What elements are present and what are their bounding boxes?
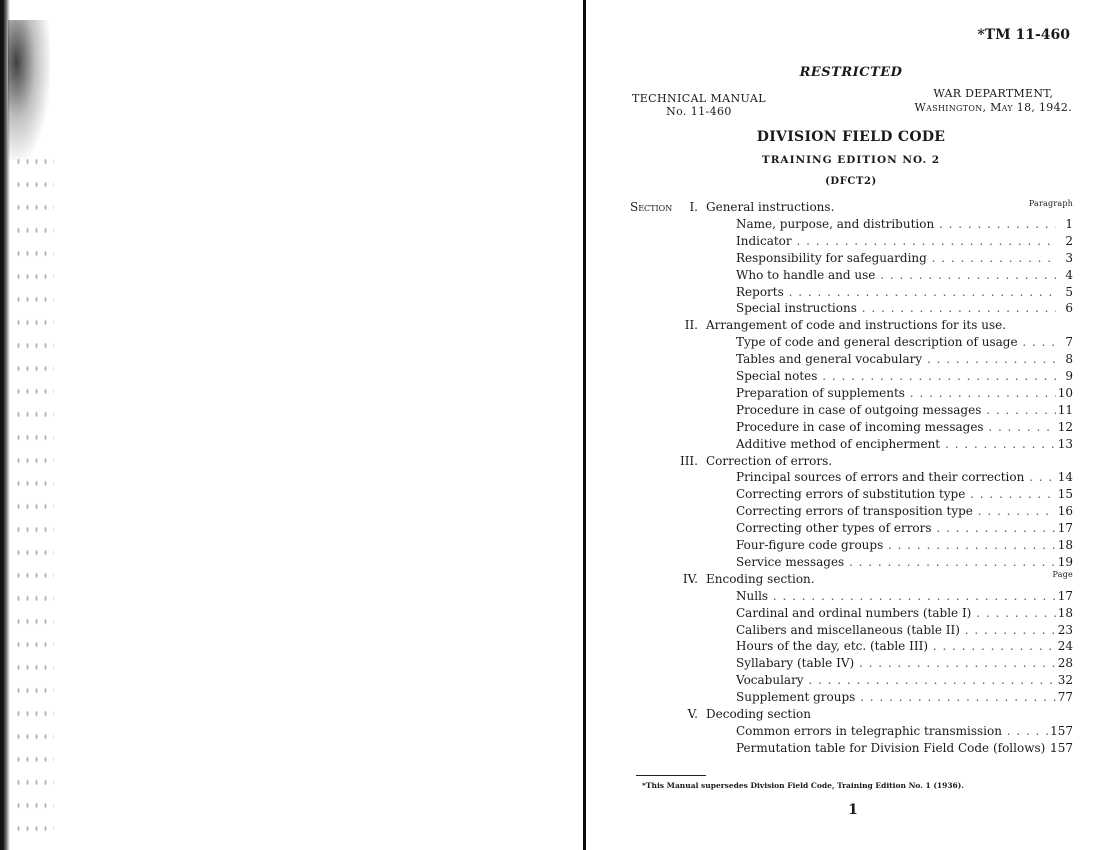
entry-number: 7 [1065, 335, 1073, 350]
tm-number: *TM 11-460 [977, 27, 1070, 43]
entry-title: Type of code and general description of usage . . . [736, 335, 1056, 349]
section-heading [586, 318, 1108, 335]
contents-entry [586, 741, 1108, 758]
place-date-line: Washington, May 18, 1942. [914, 101, 1072, 114]
entry-number: 13 [1057, 436, 1073, 451]
entry-title: Four-figure code groups . . . [736, 538, 1056, 552]
contents-entry [586, 606, 1108, 623]
manual-number-line: No. 11-460 [666, 105, 732, 118]
entry-number: 2 [1065, 233, 1073, 248]
entry-number: 23 [1057, 622, 1073, 637]
footnote: *This Manual supersedes Division Field Code, Training Edition No. 1 (1936). [642, 781, 964, 790]
entry-number: 17 [1057, 588, 1073, 603]
entry-number: 17 [1057, 521, 1073, 536]
entry-title: Hours of the day, etc. (table III) . . . [736, 639, 1056, 653]
contents-entry [586, 555, 1108, 572]
entry-title: Preparation of supplements . . . [736, 386, 1056, 400]
contents-entry [586, 268, 1108, 285]
contents-entry [586, 386, 1108, 403]
entry-title: Vocabulary . . . [736, 673, 1056, 687]
technical-manual-label [632, 92, 766, 118]
war-department-line: WAR DEPARTMENT, [933, 87, 1054, 100]
contents-entry [586, 724, 1108, 741]
entry-title: Nulls . . . [736, 589, 1056, 603]
entry-number: 8 [1065, 352, 1073, 367]
section-heading [586, 200, 1108, 217]
section-number: III. [679, 453, 698, 468]
entry-number: 1 [1065, 216, 1073, 231]
contents-entry [586, 589, 1108, 606]
war-department-block [915, 87, 1072, 115]
section-title: Correction of errors. [706, 453, 833, 468]
entry-title: Correcting errors of transposition type . . . [736, 504, 1056, 518]
entry-title: Calibers and miscellaneous (table II) . . . [736, 623, 1056, 637]
document-title: DIVISION FIELD CODE [756, 129, 946, 145]
section-heading [586, 572, 1108, 589]
entry-title: Name, purpose, and distribution . . . [736, 217, 1056, 231]
entry-number: 28 [1057, 656, 1073, 671]
contents-entry [586, 335, 1108, 352]
contents-entry [586, 673, 1108, 690]
entry-title: Supplement groups . . . [736, 690, 1056, 704]
right-page [586, 0, 1108, 850]
contents-entry [586, 369, 1108, 386]
section-heading [586, 707, 1108, 724]
entry-number: 24 [1057, 639, 1073, 654]
entry-number: 11 [1057, 402, 1073, 417]
entry-number: 6 [1065, 301, 1073, 316]
section-title: Arrangement of code and instructions for its use. [706, 318, 1007, 333]
code-abbreviation: (DFCT2) [825, 176, 877, 187]
contents-entry [586, 690, 1108, 707]
section-number: IV. [682, 571, 698, 586]
entry-number: 10 [1057, 385, 1073, 400]
contents-entry [586, 470, 1108, 487]
entry-number: 18 [1057, 605, 1073, 620]
contents-entry [586, 487, 1108, 504]
section-title: Encoding section. [706, 571, 815, 586]
contents-entry [586, 639, 1108, 656]
entry-title: Cardinal and ordinal numbers (table I) . . . [736, 606, 1056, 620]
entry-title: Tables and general vocabulary . . . [736, 352, 1056, 366]
entry-title: Correcting errors of substitution type . . . [736, 487, 1056, 501]
entry-number: 9 [1065, 369, 1073, 383]
entry-number: 5 [1065, 284, 1073, 299]
entry-title: Indicator . . . [736, 234, 1056, 248]
section-title: General instructions. [706, 200, 835, 214]
entry-number: 4 [1065, 267, 1073, 282]
entry-title: Procedure in case of incoming messages . . . [736, 420, 1056, 434]
section-label: Section [630, 200, 673, 214]
entry-number: 32 [1057, 673, 1073, 688]
entry-title: Special instructions . . . [736, 301, 1056, 315]
restricted-marking: RESTRICTED [799, 65, 903, 80]
entry-number: 15 [1057, 487, 1073, 502]
contents-entry [586, 437, 1108, 454]
entry-title: Correcting other types of errors . . . [736, 521, 1056, 535]
entry-title: Additive method of encipherment . . . [736, 437, 1056, 451]
edition-label: TRAINING EDITION NO. 2 [761, 154, 941, 166]
section-number: V. [687, 707, 698, 721]
entry-title: Procedure in case of outgoing messages . . . [736, 403, 1056, 417]
entry-title: Principal sources of errors and their correction . . . [736, 470, 1056, 484]
technical-manual-line: TECHNICAL MANUAL [632, 92, 766, 105]
entry-number: 157 [1050, 740, 1073, 755]
contents-entry [586, 656, 1108, 673]
entry-title: Special notes . . . [736, 369, 1056, 383]
contents-entry [586, 403, 1108, 420]
entry-title: Common errors in telegraphic transmission . . . [736, 724, 1056, 738]
footnote-rule [636, 775, 706, 776]
contents-entry [586, 352, 1108, 369]
entry-title: Permutation table for Division Field Code (follows) . . . [736, 741, 1056, 755]
entry-title: Who to handle and use . . . [736, 268, 1056, 282]
entry-number: 16 [1057, 504, 1073, 519]
page-number: 1 [848, 802, 858, 818]
page-column-heading: Page [1052, 570, 1073, 579]
entry-number: 14 [1057, 470, 1073, 485]
entry-number: 19 [1057, 554, 1073, 569]
entry-number: 12 [1057, 419, 1073, 434]
contents-entry [586, 285, 1108, 302]
section-number: I. [689, 200, 698, 214]
left-page-bleed-specks [14, 150, 54, 840]
contents-entry [586, 420, 1108, 437]
entry-title: Reports . . . [736, 285, 1056, 299]
contents-entry [586, 251, 1108, 268]
contents-entry [586, 521, 1108, 538]
entry-number: 157 [1050, 723, 1073, 738]
table-of-contents [586, 200, 1108, 775]
contents-entry [586, 234, 1108, 251]
paragraph-column-heading: Paragraph [1028, 199, 1073, 208]
entry-title: Service messages . . . [736, 555, 1056, 569]
contents-entry [586, 217, 1108, 234]
section-heading [586, 454, 1108, 471]
left-page-smudge [8, 20, 50, 160]
contents-entry [586, 538, 1108, 555]
entry-number: 77 [1057, 690, 1073, 705]
section-number: II. [684, 318, 698, 333]
entry-title: Responsibility for safeguarding . . . [736, 251, 1056, 265]
entry-number: 3 [1065, 250, 1073, 265]
contents-entry [586, 504, 1108, 521]
entry-title: Syllabary (table IV) . . . [736, 656, 1056, 670]
contents-entry [586, 623, 1108, 640]
section-title: Decoding section [706, 707, 812, 721]
contents-entry [586, 301, 1108, 318]
entry-number: 18 [1057, 538, 1073, 552]
